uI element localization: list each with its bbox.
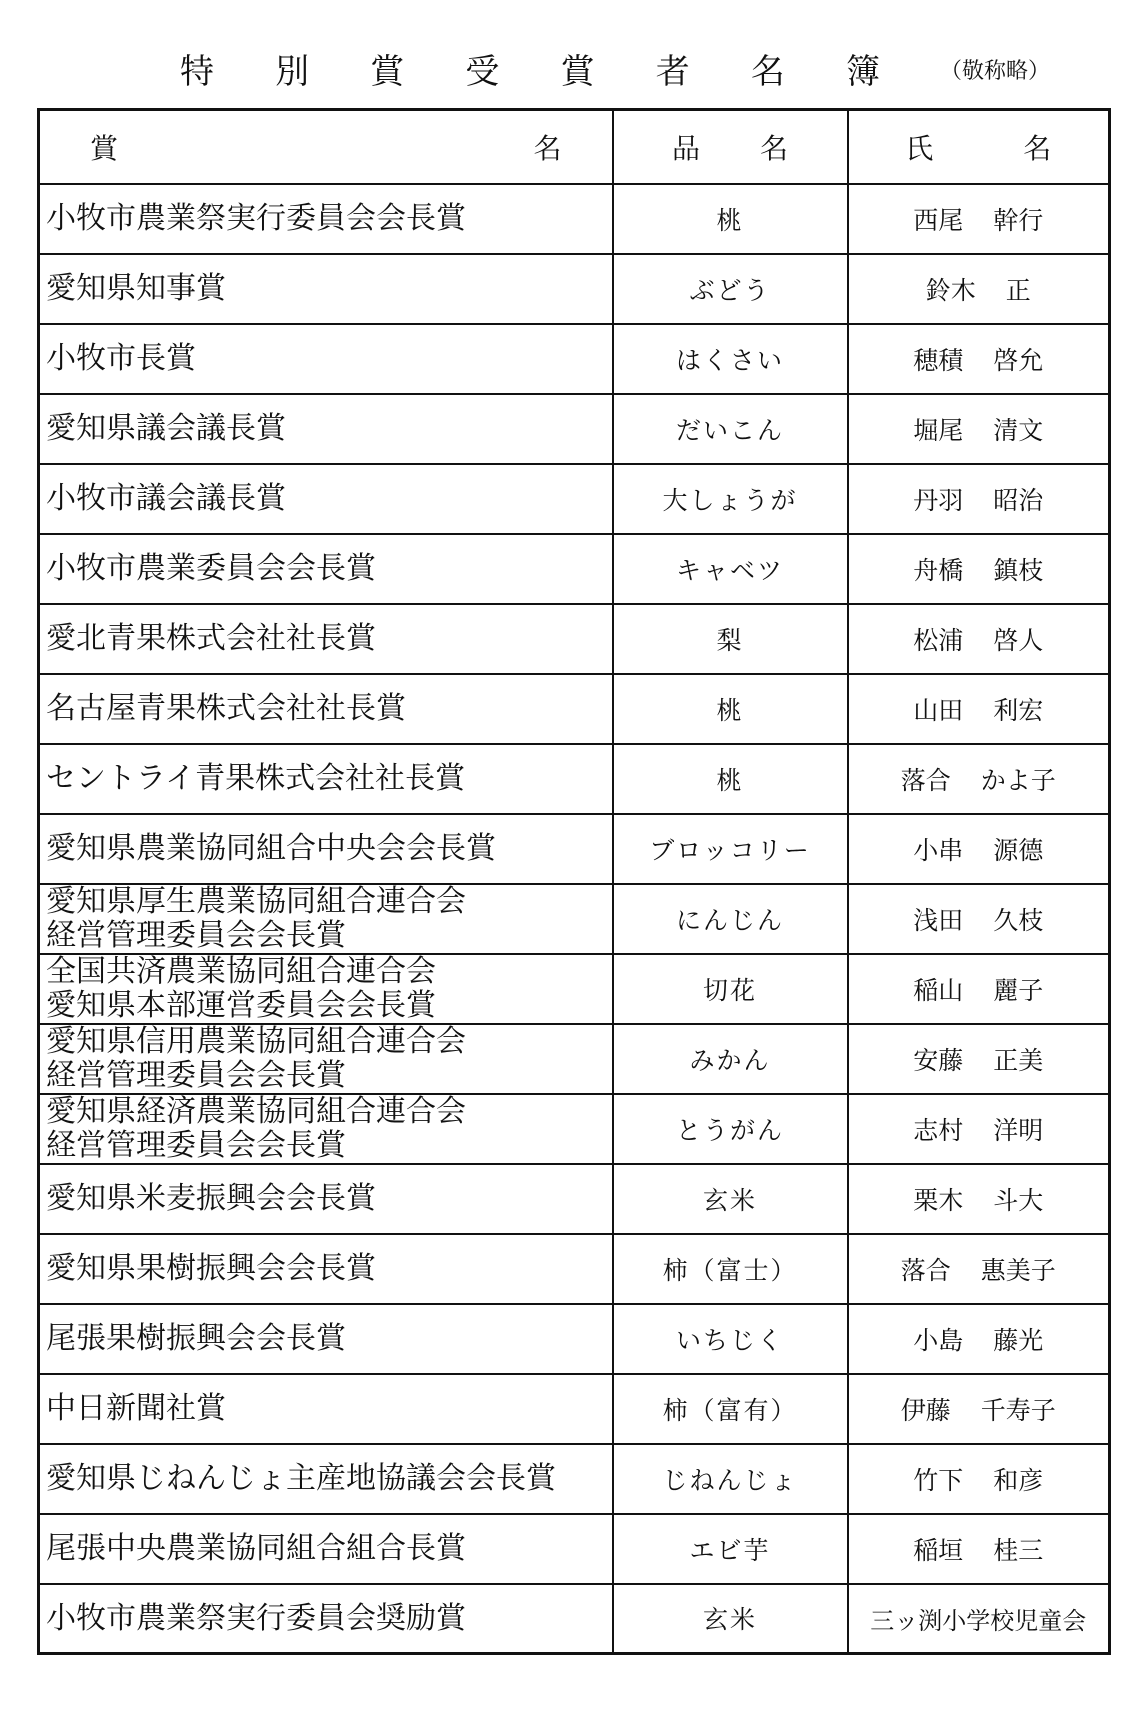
header-award-char: 名: [533, 131, 562, 165]
award-name: 愛知県議会議長賞: [46, 411, 286, 446]
award-name: 小牧市農業委員会会長賞: [46, 551, 376, 586]
surname: 松浦: [913, 625, 964, 655]
award-name: 愛知県農業協同組合中央会会長賞: [46, 831, 496, 866]
table-row: [39, 1584, 1110, 1654]
header-award: [39, 110, 613, 184]
name-cell: [848, 324, 1110, 394]
given-name: 啓人: [993, 625, 1044, 655]
table-row: [39, 884, 1110, 954]
award-cell: [39, 324, 613, 394]
given-name: 桂三: [993, 1535, 1044, 1565]
item-cell: 柿（富有）: [613, 1374, 848, 1444]
person-name: [913, 831, 1043, 867]
award-cell: [39, 1234, 613, 1304]
item-cell: 桃: [613, 674, 848, 744]
name-cell: [848, 1584, 1110, 1654]
surname: 稲垣: [913, 1535, 964, 1565]
person-name: [913, 691, 1043, 727]
award-name: 小牧市農業祭実行委員会奨励賞: [46, 1600, 466, 1636]
award-name: 尾張中央農業協同組合組合長賞: [46, 1531, 466, 1566]
person-name: [913, 1461, 1043, 1497]
table-row: [39, 324, 1110, 394]
title-char: 簿: [845, 52, 880, 92]
title-char: 別: [275, 52, 310, 92]
surname: 安藤: [913, 1045, 964, 1075]
item-cell: 玄米: [613, 1164, 848, 1234]
surname: 栗木: [913, 1185, 964, 1215]
award-name: 愛知県じねんじょ主産地協議会会長賞: [46, 1461, 556, 1496]
award-name: 全国共済農業協同組合連合会: [46, 953, 436, 989]
award-cell: [39, 464, 613, 534]
item-cell: はくさい: [613, 324, 848, 394]
award-cell: [39, 674, 613, 744]
item-cell: ブロッコリー: [613, 814, 848, 884]
person-name: [926, 271, 1031, 307]
table-row: [39, 1234, 1110, 1304]
name-cell: [848, 394, 1110, 464]
person-name: [913, 201, 1043, 237]
item-cell: エビ芋: [613, 1514, 848, 1584]
award-name: 中日新聞社賞: [46, 1391, 226, 1426]
name-cell: [848, 1304, 1110, 1374]
given-name: 昭治: [993, 485, 1044, 515]
surname: 小串: [913, 835, 964, 865]
table-row: [39, 1514, 1110, 1584]
surname: 竹下: [913, 1465, 964, 1495]
surname: 山田: [913, 695, 964, 725]
award-cell: [39, 1444, 613, 1514]
table-body: [39, 184, 1110, 1654]
page-title: [180, 44, 880, 93]
award-name: 愛知県知事賞: [46, 271, 226, 306]
award-table: [37, 108, 1111, 1655]
surname: 三ッ渕小学校児童会: [870, 1606, 1087, 1635]
table-row: [39, 1374, 1110, 1444]
header-name-char: 名: [1023, 131, 1052, 165]
table-row: [39, 534, 1110, 604]
award-cell: [39, 604, 613, 674]
name-cell: [848, 1234, 1110, 1304]
name-cell: [848, 744, 1110, 814]
item-cell: とうがん: [613, 1094, 848, 1164]
award-name: セントライ青果株式会社社長賞: [46, 761, 466, 796]
given-name: 清文: [993, 415, 1044, 445]
award-cell: [39, 534, 613, 604]
award-name: 愛知県厚生農業協同組合連合会: [46, 883, 466, 919]
award-name: 小牧市長賞: [46, 341, 196, 376]
given-name: 斗大: [993, 1185, 1044, 1215]
given-name: 麗子: [993, 975, 1044, 1005]
item-cell: 柿（富士）: [613, 1234, 848, 1304]
given-name: 源德: [993, 835, 1044, 865]
item-cell: じねんじょ: [613, 1444, 848, 1514]
given-name: 正: [1005, 275, 1031, 305]
name-cell: [848, 1094, 1110, 1164]
given-name: 千寿子: [980, 1395, 1056, 1425]
person-name: [913, 411, 1043, 447]
header-name: [848, 110, 1110, 184]
award-name: 経営管理委員会会長賞: [46, 917, 346, 953]
award-name: 名古屋青果株式会社社長賞: [46, 691, 406, 726]
surname: 西尾: [913, 205, 964, 235]
given-name: 久枝: [993, 905, 1044, 935]
given-name: 惠美子: [980, 1255, 1056, 1285]
person-name: [913, 481, 1043, 517]
name-cell: [848, 1444, 1110, 1514]
item-cell: いちじく: [613, 1304, 848, 1374]
award-cell: [39, 814, 613, 884]
name-cell: [848, 1024, 1110, 1094]
item-cell: キャベツ: [613, 534, 848, 604]
table-row: [39, 1094, 1110, 1164]
name-cell: [848, 254, 1110, 324]
item-cell: 桃: [613, 184, 848, 254]
given-name: 正美: [993, 1045, 1044, 1075]
title-char: 者: [655, 52, 690, 92]
honorific-note: （敬称略）: [940, 59, 1051, 84]
item-cell: 玄米: [613, 1584, 848, 1654]
title-char: 賞: [560, 52, 595, 92]
item-cell: ぶどう: [613, 254, 848, 324]
award-name: 愛北青果株式会社社長賞: [46, 621, 376, 656]
surname: 伊藤: [900, 1395, 951, 1425]
award-cell: [39, 1094, 613, 1164]
award-cell: [39, 1584, 613, 1654]
award-name: 経営管理委員会会長賞: [46, 1127, 346, 1163]
given-name: 啓允: [993, 345, 1044, 375]
table-row: [39, 464, 1110, 534]
award-cell: [39, 884, 613, 954]
name-cell: [848, 814, 1110, 884]
award-name: 愛知県経済農業協同組合連合会: [46, 1093, 466, 1129]
title-char: 受: [465, 52, 500, 92]
item-cell: 桃: [613, 744, 848, 814]
title-char: 名: [750, 52, 785, 92]
person-name: [913, 621, 1043, 657]
item-cell: 梨: [613, 604, 848, 674]
person-name: [913, 551, 1043, 587]
person-name: [913, 341, 1043, 377]
person-name: [913, 1181, 1043, 1217]
person-name: [901, 1251, 1056, 1287]
award-name: 愛知県信用農業協同組合連合会: [46, 1023, 466, 1059]
person-name: [870, 1601, 1086, 1636]
surname: 落合: [900, 1255, 951, 1285]
table-row: [39, 184, 1110, 254]
name-cell: [848, 534, 1110, 604]
table-row: [39, 604, 1110, 674]
person-name: [913, 1321, 1043, 1357]
award-cell: [39, 954, 613, 1024]
given-name: 藤光: [993, 1325, 1044, 1355]
award-name: 小牧市農業祭実行委員会会長賞: [46, 201, 466, 236]
award-name: 愛知県米麦振興会会長賞: [46, 1181, 376, 1216]
given-name: かよ子: [980, 765, 1056, 795]
award-name: 小牧市議会議長賞: [46, 481, 286, 516]
title-char: 特: [180, 52, 214, 92]
table-row: [39, 1304, 1110, 1374]
header-item-char: 品: [671, 131, 700, 165]
name-cell: [848, 1164, 1110, 1234]
table-row: [39, 744, 1110, 814]
name-cell: [848, 1374, 1110, 1444]
surname: 志村: [913, 1115, 964, 1145]
table-row: [39, 1444, 1110, 1514]
table-row: [39, 394, 1110, 464]
item-cell: だいこん: [613, 394, 848, 464]
header-name-char: 氏: [905, 131, 934, 165]
surname: 穂積: [913, 345, 964, 375]
award-cell: [39, 1164, 613, 1234]
person-name: [913, 1041, 1043, 1077]
award-cell: [39, 744, 613, 814]
award-name: 愛知県本部運営委員会会長賞: [46, 987, 436, 1023]
surname: 稲山: [913, 975, 964, 1005]
award-cell: [39, 254, 613, 324]
title-row: [0, 44, 1137, 94]
surname: 丹羽: [913, 485, 964, 515]
item-cell: 大しょうが: [613, 464, 848, 534]
award-name: 愛知県果樹振興会会長賞: [46, 1251, 376, 1286]
header-award-char: 賞: [90, 131, 119, 165]
award-cell: [39, 1514, 613, 1584]
surname: 鈴木: [925, 275, 976, 305]
header-row: [39, 110, 1110, 184]
given-name: 利宏: [993, 695, 1044, 725]
name-cell: [848, 884, 1110, 954]
table-row: [39, 674, 1110, 744]
name-cell: [848, 954, 1110, 1024]
table-row: [39, 954, 1110, 1024]
person-name: [913, 901, 1043, 937]
item-cell: にんじん: [613, 884, 848, 954]
header-item: [613, 110, 848, 184]
name-cell: [848, 1514, 1110, 1584]
person-name: [901, 1391, 1056, 1427]
person-name: [901, 761, 1056, 797]
surname: 浅田: [913, 905, 964, 935]
table-row: [39, 1164, 1110, 1234]
given-name: 幹行: [993, 205, 1044, 235]
surname: 小島: [913, 1325, 964, 1355]
title-char: 賞: [370, 52, 405, 92]
table-row: [39, 1024, 1110, 1094]
item-cell: 切花: [613, 954, 848, 1024]
award-cell: [39, 1374, 613, 1444]
person-name: [913, 1111, 1043, 1147]
item-cell: みかん: [613, 1024, 848, 1094]
award-name: 尾張果樹振興会会長賞: [46, 1321, 346, 1356]
person-name: [913, 1531, 1043, 1567]
surname: 舟橋: [913, 555, 964, 585]
surname: 堀尾: [913, 415, 964, 445]
award-cell: [39, 1304, 613, 1374]
name-cell: [848, 674, 1110, 744]
name-cell: [848, 464, 1110, 534]
award-cell: [39, 1024, 613, 1094]
table-row: [39, 814, 1110, 884]
given-name: 鎮枝: [993, 555, 1044, 585]
award-name: 経営管理委員会会長賞: [46, 1057, 346, 1093]
award-cell: [39, 184, 613, 254]
table-row: [39, 254, 1110, 324]
name-cell: [848, 184, 1110, 254]
header-item-char: 名: [760, 131, 789, 165]
award-cell: [39, 394, 613, 464]
given-name: 和彦: [993, 1465, 1044, 1495]
surname: 落合: [900, 765, 951, 795]
given-name: 洋明: [993, 1115, 1044, 1145]
name-cell: [848, 604, 1110, 674]
person-name: [913, 971, 1043, 1007]
